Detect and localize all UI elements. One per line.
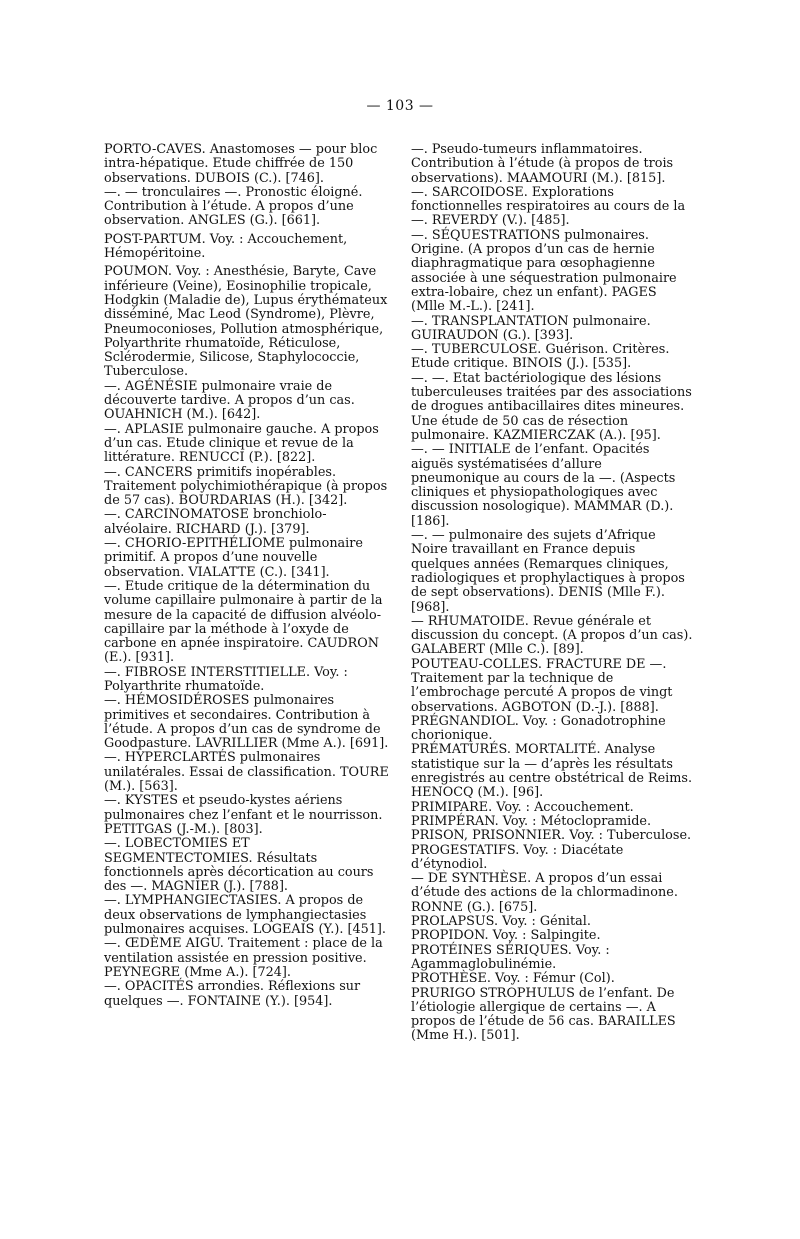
index-entry: —. HYPERCLARTÉS pulmonaires unilatérales. Essai de classification. TOURE (M.). [563]. (104, 750, 389, 795)
index-entry: —. HÉMOSIDÉROSES pulmonaires primitives et secondaires. Contribution à l’étude. A propos d’un cas de syndrome de Goodpasture. LAVRILLIER (Mme A.). [691]. (104, 693, 389, 752)
index-entry: —. — INITIALE de l’enfant. Opacités aiguës systématisées d’allure pneumonique au cours de la —. (Aspects cliniques et physiopathologiques avec discussion nosologique). MAMMAR (D.). [186]. (411, 442, 676, 529)
index-entry: —. LYMPHANGIECTASIES. A propos de deux observations de lymphangiectasies pulmonaires acquises. LOGEAIS (Y.). [451]. (104, 893, 386, 938)
index-entry: PROPIDON. Voy. : Salpingite. (411, 928, 601, 944)
index-entry: — RHUMATOIDE. Revue générale et discussion du concept. (A propos d’un cas). GALABERT (Mlle C.). [89]. (411, 613, 693, 658)
index-entry: —. —. Etat bactériologique des lésions tuberculeuses traitées par des associations de drogues antibacillaires dites mineures. Une étude de 50 cas de résection pulmonaire. KAZMIERCZAK (A.). [95]. (411, 370, 692, 443)
index-entry: PRURIGO STROPHULUS de l’enfant. De l’étiologie allergique de certains —. A propos de l’étude de 56 cas. BARAILLES (Mme H.). [501]. (411, 985, 676, 1044)
index-entry: —. KYSTES et pseudo-kystes aériens pulmonaires chez l’enfant et le nourrisson. PETITGAS (J.-M.). [803]. (104, 793, 383, 837)
index-entry: —. SARCOIDOSE. Explorations fonctionnelles respiratoires au cours de la —. REVERDY (V.). [485]. (411, 184, 686, 229)
index-entry: —. — tronculaires —. Pronostic éloigné. Contribution à l’étude. A propos d’une observation. ANGLES (G.). [661]. (104, 184, 363, 229)
index-entry: —. TRANSPLANTATION pulmonaire. GUIRAUDON (G.). [393]. (411, 313, 651, 343)
index-entry: —. Pseudo-tumeurs inflammatoires. Contribution à l’étude (à propos de trois observations). MAAMOURI (M.). [815]. (411, 142, 674, 186)
index-entry: PORTO-CAVES. Anastomoses — pour bloc intra-hépatique. Etude chiffrée de 150 observations. DUBOIS (C.). [746]. (104, 142, 378, 186)
index-entry: —. CARCINOMATOSE bronchiolo-alvéolaire. RICHARD (J.). [379]. (104, 507, 327, 537)
index-entry: — DE SYNTHÈSE. A propos d’un essai d’étude des actions de la chlormadinone. RONNE (G.). [675]. (411, 871, 678, 915)
index-entry: PROGESTATIFS. Voy. : Diacétate d’étynodiol. (411, 842, 624, 872)
index-entry: PRISON, PRISONNIER. Voy. : Tuberculose. (411, 828, 692, 844)
index-entry: —. APLASIE pulmonaire gauche. A propos d’un cas. Etude clinique et revue de la littérature. RENUCCI (P.). [822]. (104, 421, 379, 466)
index-entry: PROTÉINES SÉRIQUES. Voy. : Agammaglobulinémie. (411, 942, 610, 972)
index-entry: —. CHORIO-EPITHÉLIOME pulmonaire primitif. A propos d’une nouvelle observation. VIALATTE (C.). [341]. (104, 536, 363, 580)
index-entry: —. SÉQUESTRATIONS pulmonaires. Origine. (A propos d’un cas de hernie diaphragmatique para œsophagienne associée à une séquestration pulmonaire extra-lobaire, chez un enfant). PAGES (Mlle M.-L.). [241]. (411, 227, 677, 315)
index-entry: PRÉGNANDIOL. Voy. : Gonadotrophine chorionique. (411, 713, 666, 744)
index-entry: POUMON. Voy. : Anesthésie, Baryte, Cave inférieure (Veine), Eosinophilie tropicale, Hodgkin (Maladie de), Lupus érythémateux disséminé, Mac Leod (Syndrome), Plèvre, Pneumoconioses, Pollution atmosphérique, Polyarthrite rhumatoïde, Réticulose, Sclérodermie, Silicose, Staphylococcie, Tuberculose. (104, 264, 388, 380)
index-entry: POUTEAU-COLLES. FRACTURE DE —. Traitement par la technique de l’embrochage percuté A propos de vingt observations. AGBOTON (D.-J.). [888]. (411, 656, 673, 715)
index-entry: PRÉMATURÉS. MORTALITÉ. Analyse statistique sur la — d’après les résultats enregistrés au centre obstétrical de Reims. HENOCQ (M.). [96]. (411, 742, 693, 801)
index-entry: PROTHÈSE. Voy. : Fémur (Col). (411, 971, 615, 987)
index-entry: —. AGÉNÉSIE pulmonaire vraie de découverte tardive. A propos d’un cas. OUAHNICH (M.). [642]. (104, 378, 355, 423)
index-entry: —. Etude critique de la détermination du volume capillaire pulmonaire à partir de la mesure de la capacité de diffusion alvéolo-capillaire par la méthode à l’oxyde de carbone en apnée inspiratoire. CAUDRON (E.). [931]. (104, 578, 383, 666)
index-entry: —. LOBECTOMIES ET SEGMENTECTOMIES. Résultats fonctionnels après décortication au cours des —. MAGNIER (J.). [788]. (104, 836, 374, 895)
index-entry: POST-PARTUM. Voy. : Accouchement, Hémopéritoine. (104, 231, 348, 262)
index-entry: PROLAPSUS. Voy. : Génital. (411, 914, 591, 930)
page-number: — 103 — (366, 98, 434, 114)
index-entry: —. FIBROSE INTERSTITIELLE. Voy. : Polyarthrite rhumatoïde. (104, 664, 348, 694)
right-column (411, 143, 694, 1044)
index-entry: —. TUBERCULOSE. Guérison. Critères. Etude critique. BINOIS (J.). [535]. (411, 342, 670, 372)
left-column (104, 143, 394, 1009)
index-entry: PRIMIPARE. Voy. : Accouchement. (411, 799, 634, 815)
index-entry: —. — pulmonaire des sujets d’Afrique Noire travaillant en France depuis quelques années (Remarques cliniques, radiologiques et prophylactiques à propos de sept observations). DENIS (Mlle F.). [968]. (411, 528, 685, 615)
index-entry: —. OPACITÉS arrondies. Réflexions sur quelques —. FONTAINE (Y.). [954]. (104, 979, 361, 1009)
index-entry: —. ŒDÈME AIGU. Traitement : place de la ventilation assistée en pression positive. PEYNEGRE (Mme A.). [724]. (104, 936, 383, 980)
index-entry: PRIMPÉRAN. Voy. : Métoclopramide. (411, 813, 652, 829)
index-entry: —. CANCERS primitifs inopérables. Traitement polychimiothérapique (à propos de 57 cas). BOURDARIAS (H.). [342]. (104, 464, 388, 509)
